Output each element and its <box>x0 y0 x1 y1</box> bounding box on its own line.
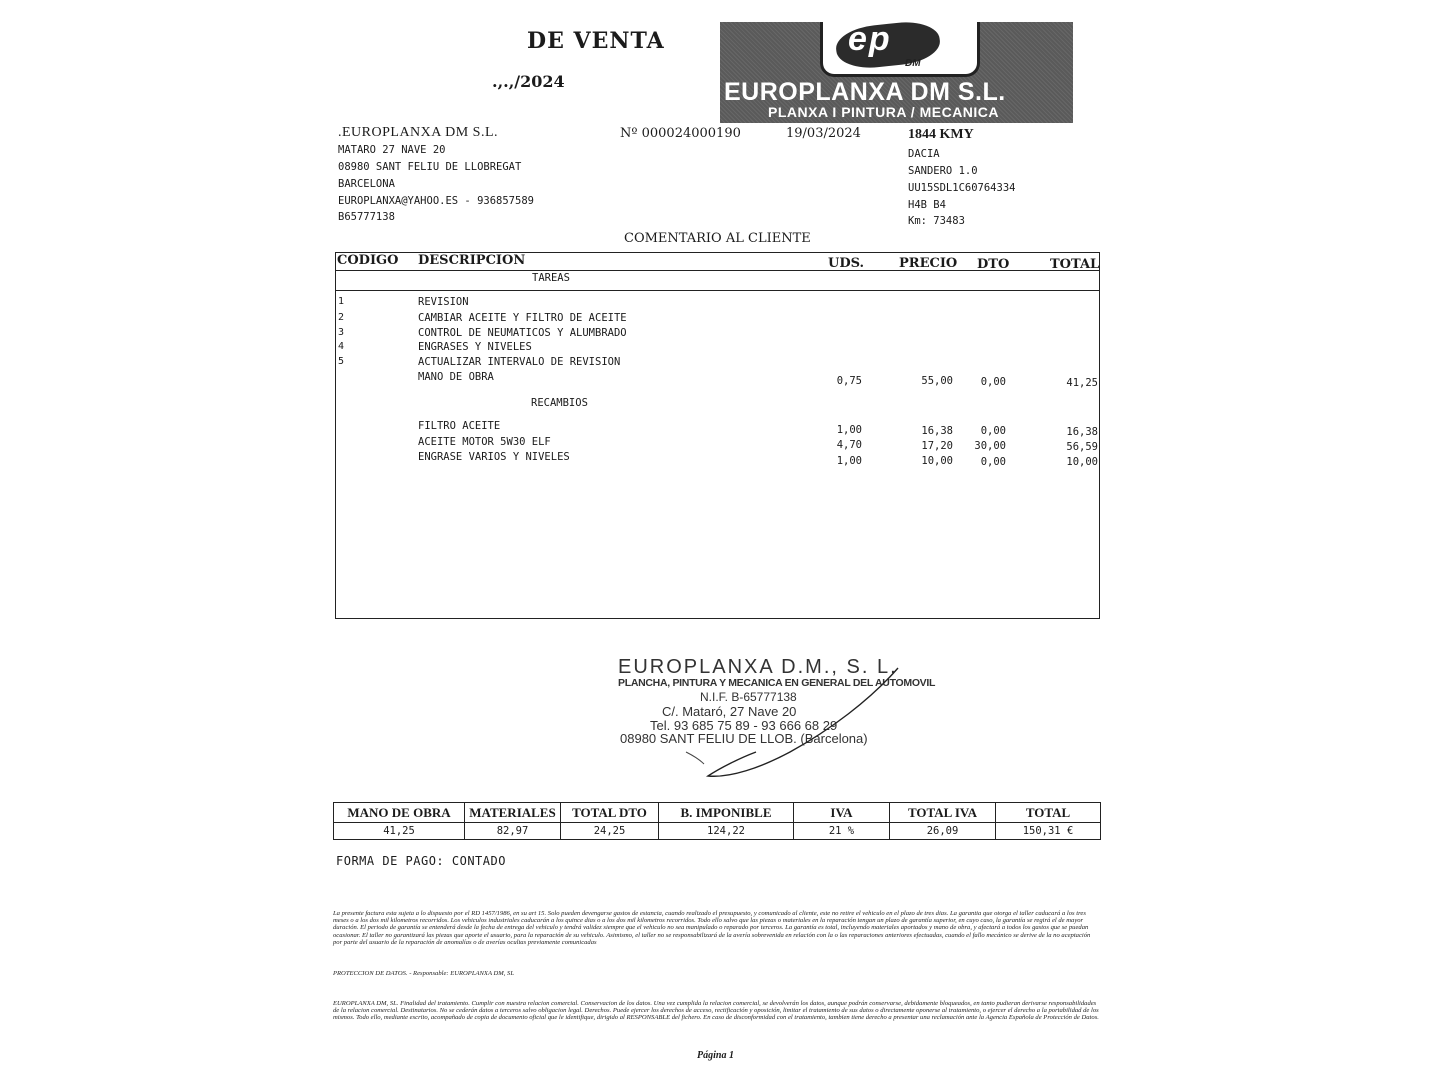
task-label: CAMBIAR ACEITE Y FILTRO DE ACEITE <box>418 312 627 324</box>
task-label: ENGRASES Y NIVELES <box>418 341 532 353</box>
section-tasks: TAREAS <box>532 272 570 284</box>
labour-label: MANO DE OBRA <box>418 371 494 383</box>
totals-table <box>333 802 1101 840</box>
header-code: CODIGO <box>337 253 399 268</box>
header-units: UDS. <box>828 256 865 271</box>
header-description: DESCRIPCION <box>418 253 526 268</box>
totals-value-total: 150,31 € <box>996 823 1101 840</box>
part-units: 1,00 <box>836 424 862 436</box>
vehicle-engine: H4B B4 <box>908 199 946 211</box>
totals-value-base: 124,22 <box>659 823 794 840</box>
part-price: 16,38 <box>921 425 953 437</box>
issuer-contact: EUROPLANXA@YAHOO.ES - 936857589 <box>338 195 534 207</box>
header-price: PRECIO <box>899 256 958 271</box>
header-total: TOTAL <box>1050 257 1100 272</box>
task-label: ACTUALIZAR INTERVALO DE REVISION <box>418 356 621 368</box>
totals-header: MANO DE OBRA <box>334 803 465 823</box>
stamp-company-name: EUROPLANXA D.M., S. L. <box>618 656 898 678</box>
task-index: 3 <box>338 327 345 338</box>
issuer-name: .EUROPLANXA DM S.L. <box>338 125 499 140</box>
stamp-address: C/. Mataró, 27 Nave 20 <box>662 704 797 719</box>
part-discount: 30,00 <box>974 440 1006 452</box>
totals-value-discount: 24,25 <box>561 823 659 840</box>
part-label: FILTRO ACEITE <box>418 420 501 432</box>
issuer-province: BARCELONA <box>338 178 395 190</box>
logo-badge-text: ep <box>848 20 892 58</box>
totals-header: TOTAL DTO <box>561 803 659 823</box>
part-total: 10,00 <box>1066 456 1098 468</box>
part-label: ENGRASE VARIOS Y NIVELES <box>418 451 570 463</box>
totals-value-vat-rate: 21 % <box>794 823 890 840</box>
payment-method: FORMA DE PAGO: CONTADO <box>336 854 506 868</box>
totals-header: TOTAL IVA <box>890 803 996 823</box>
logo-subtitle: PLANXA I PINTURA / MECANICA <box>768 104 1000 120</box>
vehicle-km: Km: 73483 <box>908 215 965 227</box>
task-index: 4 <box>338 341 345 352</box>
part-price: 10,00 <box>921 455 953 467</box>
stamp-activity: PLANCHA, PINTURA Y MECANICA EN GENERAL DEL AUTOMOVIL <box>618 677 936 689</box>
totals-header: B. IMPONIBLE <box>659 803 794 823</box>
part-discount: 0,00 <box>980 456 1006 468</box>
stamp-nif: N.I.F. B-65777138 <box>700 690 797 704</box>
page-number: Página 1 <box>697 1050 734 1061</box>
vehicle-make: DACIA <box>908 148 940 160</box>
totals-value-vat: 26,09 <box>890 823 996 840</box>
invoice-number: Nº 000024000190 <box>620 126 741 141</box>
totals-header: IVA <box>794 803 890 823</box>
stamp-phones: Tel. 93 685 75 89 - 93 666 68 29 <box>650 718 838 733</box>
logo-badge-sub: DM <box>905 58 921 69</box>
task-index: 2 <box>338 312 345 323</box>
signature <box>660 660 900 785</box>
issuer-id: B65777138 <box>338 211 395 223</box>
section-parts: RECAMBIOS <box>531 397 588 409</box>
issuer-street: MATARO 27 NAVE 20 <box>338 144 446 156</box>
task-label: REVISION <box>418 296 469 308</box>
totals-value-labour: 41,25 <box>334 823 465 840</box>
document-date-fragment: .,.,/2024 <box>492 72 565 91</box>
part-units: 1,00 <box>836 455 862 467</box>
invoice-date: 19/03/2024 <box>786 126 861 141</box>
labour-total: 41,25 <box>1066 377 1098 389</box>
part-discount: 0,00 <box>980 425 1006 437</box>
data-protection-title: PROTECCION DE DATOS. - Responsable: EUROPLANXA DM, SL <box>333 970 515 977</box>
stamp-city: 08980 SANT FELIU DE LLOB. (Barcelona) <box>620 731 868 746</box>
task-label: CONTROL DE NEUMATICOS Y ALUMBRADO <box>418 327 627 339</box>
totals-value-materials: 82,97 <box>465 823 561 840</box>
labour-price: 55,00 <box>921 375 953 387</box>
data-protection-text: EUROPLANXA DM, SL. Finalidad del tratamiento. Cumplir con nuestra relacion comercial. Conservacion de los datos. Una vez cumplida la relacion comercial, se devolverán los datos, aunque podrán conservarse, debidamente bloqueados, en tanto pudieran derivarse responsabilidades de la relacion comercial. Destinatarios. No se cederán datos a terceros salvo obligacion legal. Derechos. Puede ejercer los derechos de acceso, rectificación y oposición, limitar el tratamiento de sus datos o directamente oponerse al tratamiento, o ejercer el derecho a la portabilidad de los mismos. Todo ello, mediante escrito, acompañado de copia de documento oficial que le identifique, dirigido al RESPONSABLE del fichero. En caso de disconformidad con el tratamiento, tambien tiene derecho a presentar una reclamación ante la Agencia Española de Protección de Datos. <box>333 1000 1099 1022</box>
vehicle-plate: 1844 KMY <box>908 127 974 142</box>
vehicle-vin: UU15SDL1C60764334 <box>908 182 1016 194</box>
legal-terms: La presente factura esta sujeta a lo dispuesto por el RD 1457/1986, en su art 15. Solo pueden devengarse gastos de estancia, cuando realizado el presupuesto, y comunicado al cliente, este no retire el vehiculo en el plazo de tres dias. La garantia que otorga el taller caducará a los tres meses o a los dos mil kilometros recorridos. Los vehiculos industriales caducarán a los quince dias o a los dos mil kilometros recorridos. Todo ello salvo que las piezas o materiales en la reparación tengan un plazo de garantía superior, en cuyo caso, la garantía se regirá el de mayor duración. El periodo de garantía se entenderá desde la fecha de entrega del vehiculo y tendrá validez siempre que el vehiculo no sea manipulado o reparado por terceros. La garantía es total, incluyendo materiales aportados y mano de obra, y afectará a todos los gastos que se puedan ocasionar. El taller no garantizará las piezas que aporte el usuario, para la reparación de su vehiculo. Asimismo, el taller no se responsabilizará de la avería sobrevenida en relación con la o las reparaciones anteriores efectuadas, cuando el fallo mecánico se derive de la no aceptación por parte del usuario de la reparación de anomalías o de averías ocultas previamente comunicadas <box>333 910 1091 946</box>
vehicle-model: SANDERO 1.0 <box>908 165 978 177</box>
task-index: 5 <box>338 356 345 367</box>
comment-title: COMENTARIO AL CLIENTE <box>624 231 811 246</box>
document-title: DE VENTA <box>527 28 665 54</box>
table-divider <box>335 290 1100 291</box>
task-index: 1 <box>338 296 345 307</box>
issuer-city: 08980 SANT FELIU DE LLOBREGAT <box>338 161 522 173</box>
part-total: 56,59 <box>1066 441 1098 453</box>
header-discount: DTO <box>977 257 1010 272</box>
part-total: 16,38 <box>1066 426 1098 438</box>
part-label: ACEITE MOTOR 5W30 ELF <box>418 436 551 448</box>
part-price: 17,20 <box>921 440 953 452</box>
part-units: 4,70 <box>836 439 862 451</box>
totals-header: TOTAL <box>996 803 1101 823</box>
labour-units: 0,75 <box>836 375 862 387</box>
labour-discount: 0,00 <box>980 376 1006 388</box>
totals-header: MATERIALES <box>465 803 561 823</box>
logo-company-name: EUROPLANXA DM S.L. <box>724 78 1006 106</box>
